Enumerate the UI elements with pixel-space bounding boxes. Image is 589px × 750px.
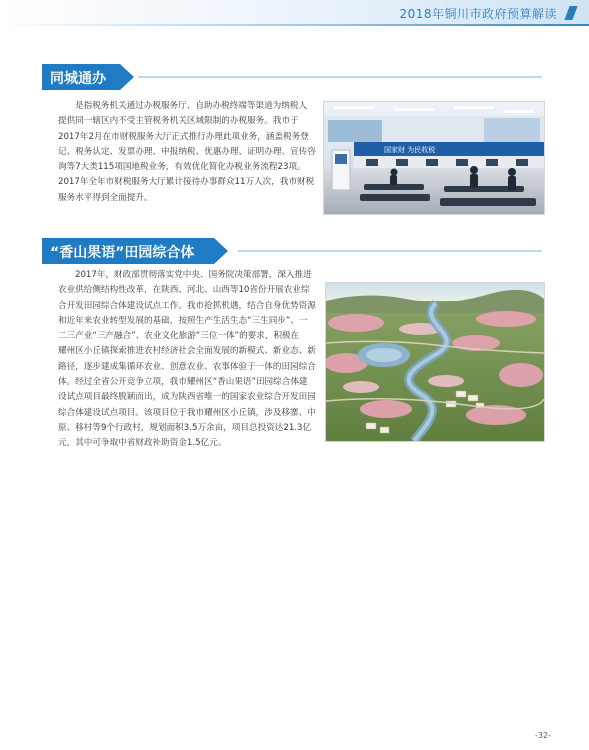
section-heading-label: 同城通办 xyxy=(50,71,106,87)
section-paragraph-xiangshan xyxy=(58,268,322,452)
text-line: 设试点项目最终脱颖而出，成为陕西省唯一的国家农业综合开发田园 xyxy=(58,392,316,403)
text-line: 路径，逐步建成集循环农业、创意农业、农事体验于一体的田园综合 xyxy=(58,361,316,372)
text-line: 原、移村等9个行政村，规划面积3.5万余亩，项目总投资达21.3亿 xyxy=(58,422,312,433)
section-heading-label: “香山果语”田园综合体 xyxy=(50,245,195,261)
text-line: 合开发田园综合体建设试点工作。我市抢抓机遇，结合自身优势资源 xyxy=(58,300,316,311)
text-line: 服务水平得到全面提升。 xyxy=(58,192,153,203)
text-line: 元，其中可争取中省财政补助资金1.5亿元。 xyxy=(58,438,227,449)
section-heading-xiangshan xyxy=(42,238,542,264)
hall-banner-text: 国家财 为民收税 xyxy=(384,146,436,154)
text-line: 记、税务认定、发票办理、申报纳税、优惠办理、证明办理、宣传咨 xyxy=(58,146,316,157)
rural-complex-aerial-photo xyxy=(325,282,545,442)
text-line: 2017年，财政部贯彻落实党中央、国务院决策部署，深入推进 xyxy=(75,270,312,280)
section-paragraph-tongcheng xyxy=(58,99,318,206)
text-line: 农业供给侧结构性改革，在陕西、河北、山西等10省份开展农业综 xyxy=(58,285,310,296)
text-line: 2017年2月在市财税服务大厅正式推行办理此项业务，涵盖税务登 xyxy=(58,131,309,142)
text-line: 耀州区小丘镇探索推进农村经济社会全面发展的新模式、新业态、新 xyxy=(58,346,316,357)
text-line: 二三产业“三产融合”、农业文化旅游“三位一体”的要求，积极在 xyxy=(58,331,300,342)
section-heading-rule xyxy=(238,250,542,252)
rural-complex-illustration xyxy=(326,283,544,441)
text-line: 2017年全年市财税服务大厅累计接待办事群众11万人次，我市财税 xyxy=(58,177,315,188)
tax-service-hall-photo xyxy=(323,101,545,215)
document-title: 2018年铜川市政府预算解读 xyxy=(399,7,557,21)
header-rule xyxy=(0,24,589,26)
text-line: 询等7大类115项国地税业务，有效优化简化办税业务流程23项。 xyxy=(58,162,306,173)
text-line: 综合体建设试点项目。该项目位于我市耀州区小丘镇，涉及移寨、中 xyxy=(58,407,316,418)
section-heading-tongcheng xyxy=(42,64,542,90)
text-line: 提供同一辖区内不受主管税务机关区域限制的办税服务。我市于 xyxy=(58,116,299,127)
page-number: -32- xyxy=(535,731,551,740)
text-line: 是指税务机关通过办税服务厅、自助办税终端等渠道为纳税人 xyxy=(75,101,308,111)
section-heading-rule xyxy=(138,76,542,78)
tax-service-hall-illustration xyxy=(324,102,544,214)
text-line: 体。经过全省公开竞争立项，我市耀州区“香山果语”田园综合体建 xyxy=(58,377,308,388)
text-line: 和近年来农业转型发展的基础，按照生产生活生态“三生同步”、一 xyxy=(58,315,308,326)
